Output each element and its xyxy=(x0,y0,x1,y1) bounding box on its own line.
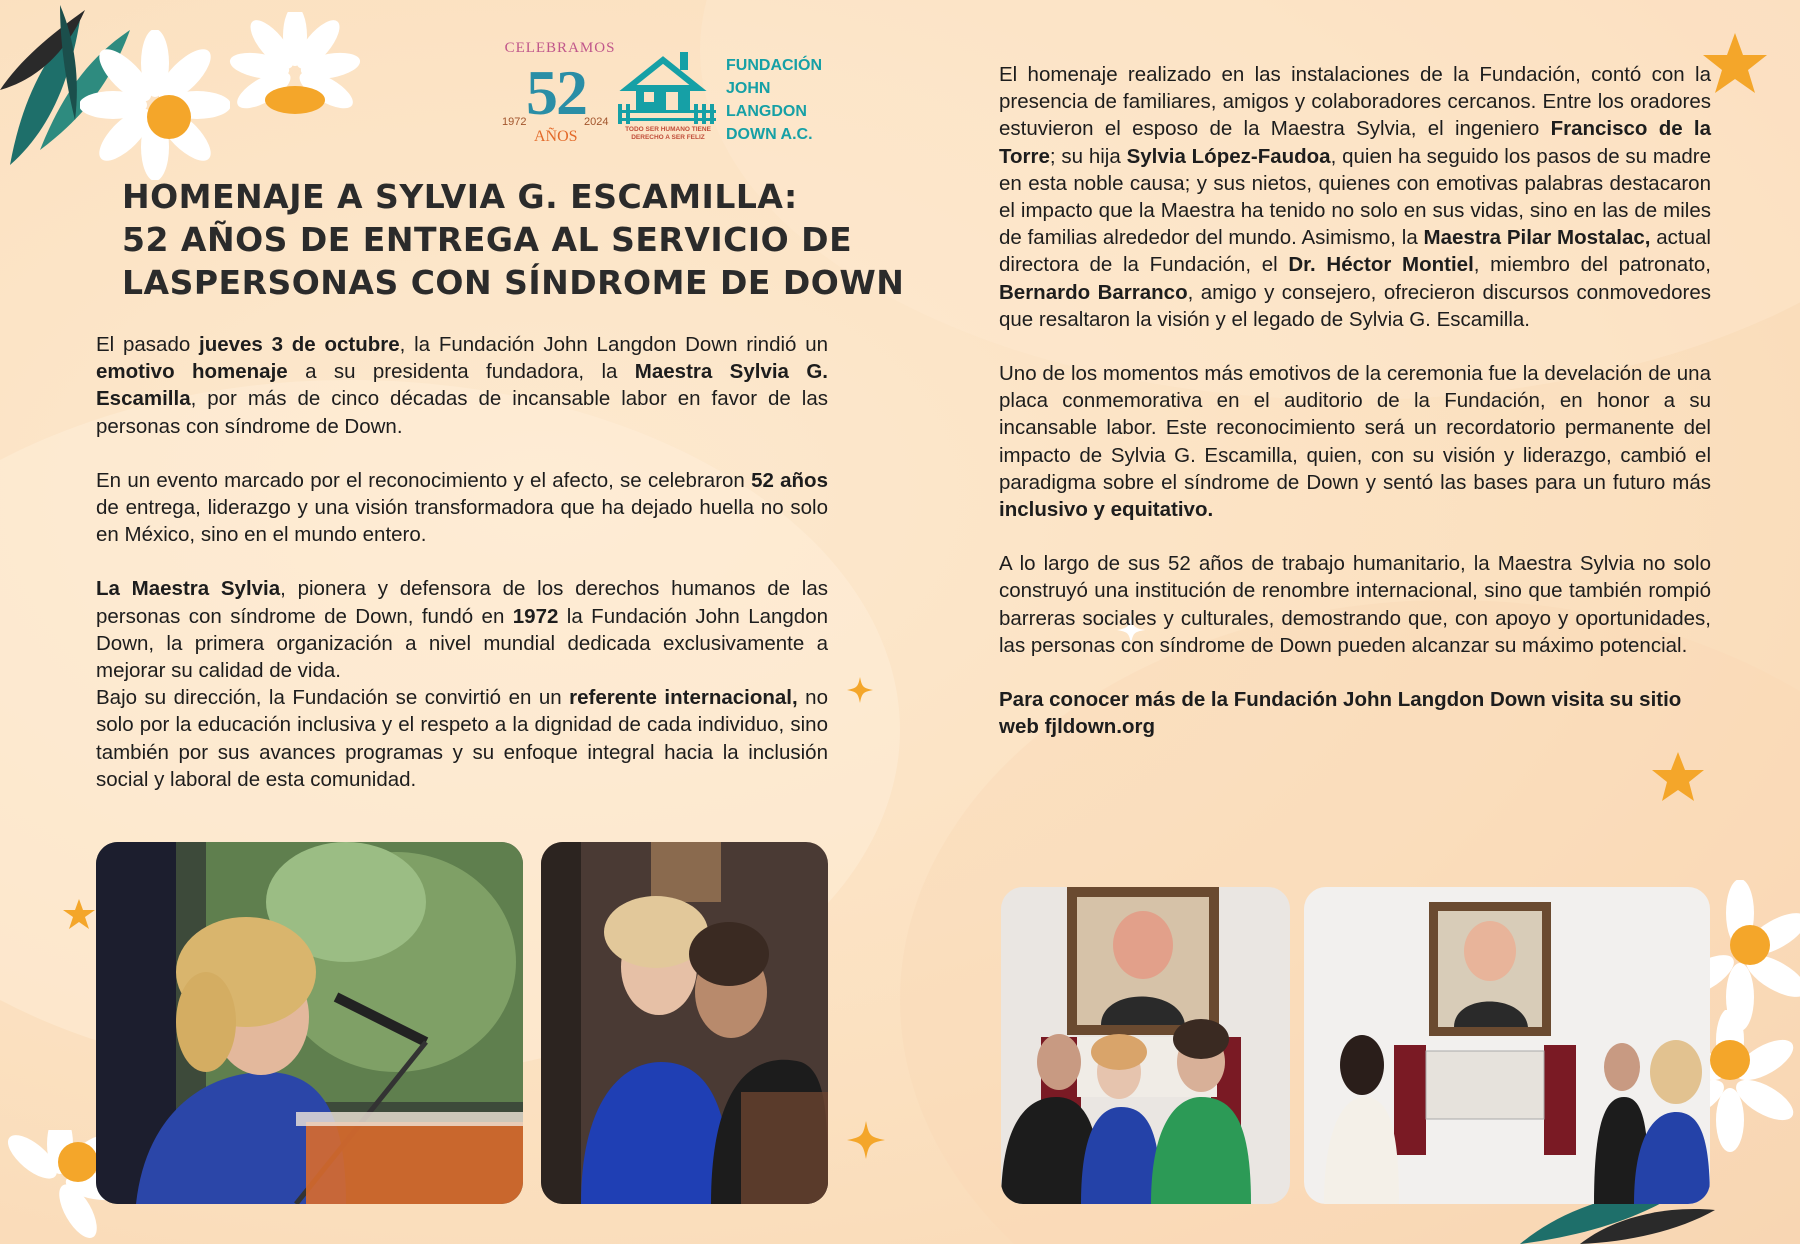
paragraph: Bajo su dirección, la Fundación se convirtió en un referente internacional, no solo por la educación inclusiva y el respeto a la dignidad de cada individuo, sino también por sus avances programas y su enfoque integral hacia la inclusión social y laboral de esta comunidad. xyxy=(96,686,828,791)
logo-year-start: 1972 xyxy=(502,116,527,128)
foundation-logo xyxy=(500,40,830,150)
paragraph: El homenaje realizado en las instalaciones de la Fundación, contó con la presencia de familiares, amigos y colaboradores cercanos. Entre los oradores estuvieron el esposo de la Maestra Sylvia, el ingeniero Francisco de la Torre; su hija Sylvia López-Faudoa, quien ha seguido los pasos de su madre en esta noble causa; y sus nietos, quienes con emotivas palabras destacaron el impacto que la Maestra ha tenido no solo en sus vidas, sino en las de miles de familias alrededor del mundo. Asimismo, la Maestra Pilar Mostalac, actual directora de la Fundación, el Dr. Héctor Montiel, miembro del patronato, Bernardo Barranco, amigo y consejero, ofrecieron discursos conmovedores que resaltaron la visión y el legado de Sylvia G. Escamilla. xyxy=(999,63,1712,331)
logo-anniversary-number: 52 xyxy=(526,57,586,128)
photo-three-women-under-portrait xyxy=(1001,887,1290,1204)
paragraph: El pasado jueves 3 de octubre, la Fundación John Langdon Down rindió un emotivo homenaje a su presidenta fundadora, la Maestra Sylvia G. Escamilla, por más de cinco décadas de incansable labor en favor de las personas con síndrome de Down. xyxy=(96,333,828,438)
daisy-flower-icon xyxy=(1700,880,1800,1030)
logo-anos-text: AÑOS xyxy=(534,128,578,145)
photo-honoree-seated-with-family xyxy=(541,842,828,1204)
logo-year-end: 2024 xyxy=(584,116,609,128)
star-icon xyxy=(62,898,96,932)
house-logo-icon xyxy=(618,48,716,126)
closing-call-to-action: Para conocer más de la Fundación John Langdon Down visita su sitio web fjldown.org xyxy=(999,688,1682,739)
left-text-column xyxy=(96,331,828,820)
daisy-flower-icon xyxy=(80,30,230,180)
logo-foundation-name: FUNDACIÓN JOHN LANGDON DOWN A.C. xyxy=(726,57,822,143)
logo-tagline: TODO SER HUMANO TIENE DERECHO A SER FELIZ xyxy=(625,126,711,141)
paragraph: La Maestra Sylvia, pionera y defensora de los derechos humanos de las personas con síndrome de Down, fundó en 1972 la Fundación John Langdon Down, la primera organización a nivel mundial dedicada exclusivamente a mejorar su calidad de vida. xyxy=(96,577,829,683)
photo-plaque-unveiling xyxy=(1304,887,1710,1204)
right-text-column xyxy=(999,61,1711,767)
paragraph: En un evento marcado por el reconocimiento y el afecto, se celebraron 52 años de entrega, liderazgo y una visión transformadora que ha dejado huella no solo en México, sino en el mundo entero. xyxy=(96,468,828,547)
article-title: HOMENAJE A SYLVIA G. ESCAMILLA: 52 AÑOS DE ENTREGA AL SERVICIO DE LASPERSONAS CON SÍNDROME DE DOWN xyxy=(122,177,905,302)
logo-celebramos-text: CELEBRAMOS xyxy=(504,40,616,56)
photo-speaker-at-podium xyxy=(96,842,523,1204)
sparkle-icon xyxy=(846,1120,886,1160)
daisy-flower-icon xyxy=(220,12,370,122)
paragraph: A lo largo de sus 52 años de trabajo humanitario, la Maestra Sylvia no solo construyó una institución de renombre internacional, sino que también rompió barreras sociales y culturales, demostrando que, con apoyo y oportunidades, las personas con síndrome de Down pueden alcanzar su máximo potencial. xyxy=(999,552,1711,657)
sparkle-icon xyxy=(846,676,874,704)
paragraph: Uno de los momentos más emotivos de la ceremonia fue la develación de una placa conmemorativa en el auditorio de la Fundación, en honor a su incansable labor. Este reconocimiento será un recordatorio permanente del impacto de Sylvia G. Escamilla, quien, con su visión y liderazgo, cambió el paradigma sobre el síndrome de Down y sentó las bases para un futuro más inclusivo y equitativo. xyxy=(999,362,1711,522)
